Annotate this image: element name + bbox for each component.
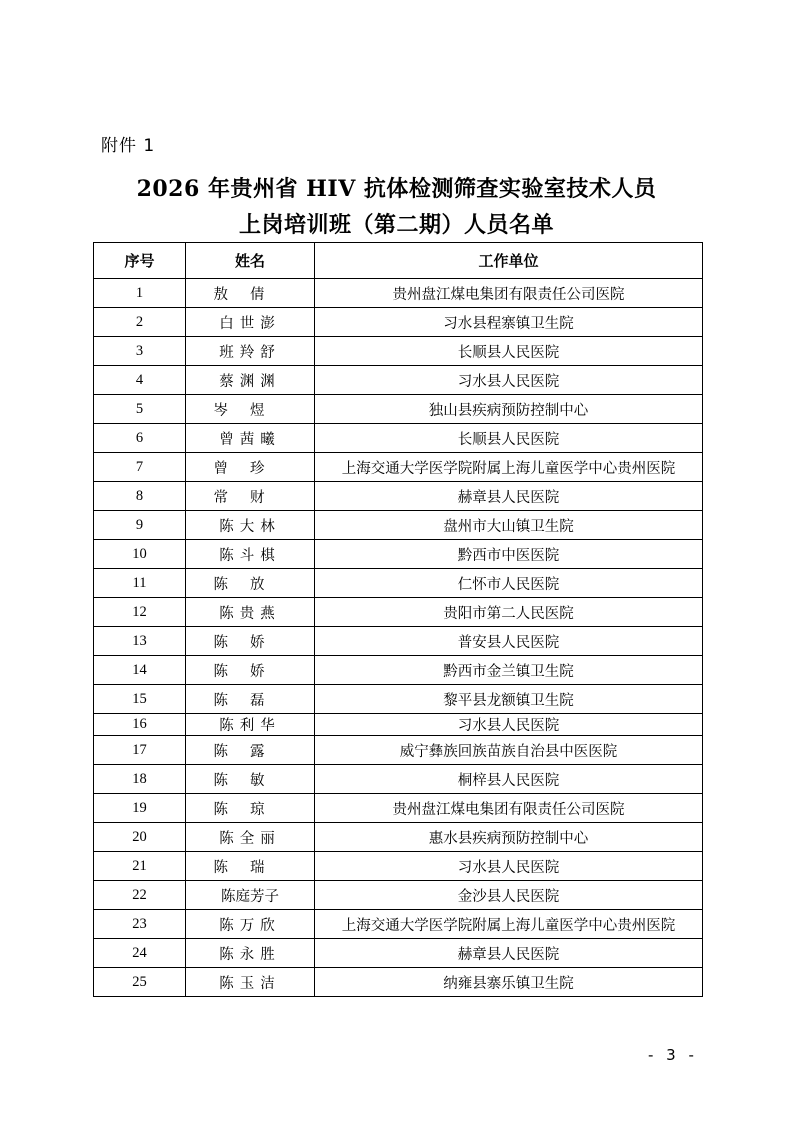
row-index: 9: [94, 511, 186, 540]
row-organization: 桐梓县人民医院: [315, 765, 703, 794]
row-name: 陈庭芳子: [186, 881, 315, 910]
row-organization: 金沙县人民医院: [315, 881, 703, 910]
table-row: [94, 424, 703, 453]
table-row: [94, 598, 703, 627]
row-organization: 纳雍县寨乐镇卫生院: [315, 968, 703, 997]
row-organization: 习水县人民医院: [315, 714, 703, 736]
row-index: 18: [94, 765, 186, 794]
row-organization: 贵州盘江煤电集团有限责任公司医院: [315, 794, 703, 823]
table-row: [94, 482, 703, 511]
table-row: [94, 569, 703, 598]
row-name: 陈斗棋: [186, 540, 315, 569]
table-row: [94, 453, 703, 482]
row-name: 敖倩: [186, 279, 315, 308]
table-row: [94, 395, 703, 424]
row-name: 陈玉洁: [186, 968, 315, 997]
row-name: 班羚舒: [186, 337, 315, 366]
row-index: 13: [94, 627, 186, 656]
row-organization: 赫章县人民医院: [315, 939, 703, 968]
header-index: 序号: [94, 243, 186, 279]
row-index: 22: [94, 881, 186, 910]
row-name: 陈娇: [186, 656, 315, 685]
row-index: 5: [94, 395, 186, 424]
row-index: 1: [94, 279, 186, 308]
table-row: [94, 765, 703, 794]
row-index: 24: [94, 939, 186, 968]
row-name: 陈娇: [186, 627, 315, 656]
row-name: 陈大林: [186, 511, 315, 540]
row-name: 陈贵燕: [186, 598, 315, 627]
table-row: [94, 968, 703, 997]
table-row: [94, 939, 703, 968]
row-organization: 长顺县人民医院: [315, 424, 703, 453]
row-organization: 赫章县人民医院: [315, 482, 703, 511]
row-index: 11: [94, 569, 186, 598]
row-index: 2: [94, 308, 186, 337]
row-index: 6: [94, 424, 186, 453]
row-name: 常财: [186, 482, 315, 511]
header-org: 工作单位: [315, 243, 703, 279]
row-index: 15: [94, 685, 186, 714]
row-name: 陈琼: [186, 794, 315, 823]
row-organization: 长顺县人民医院: [315, 337, 703, 366]
row-organization: 威宁彝族回族苗族自治县中医医院: [315, 736, 703, 765]
row-name: 陈全丽: [186, 823, 315, 852]
row-organization: 贵阳市第二人民医院: [315, 598, 703, 627]
row-organization: 黔西市金兰镇卫生院: [315, 656, 703, 685]
row-index: 10: [94, 540, 186, 569]
row-index: 4: [94, 366, 186, 395]
row-organization: 习水县人民医院: [315, 852, 703, 881]
row-name: 白世澎: [186, 308, 315, 337]
row-index: 3: [94, 337, 186, 366]
table-row: [94, 910, 703, 939]
table-row: [94, 685, 703, 714]
header-name: 姓名: [186, 243, 315, 279]
table-row: [94, 279, 703, 308]
table-row: [94, 736, 703, 765]
row-name: 陈万欣: [186, 910, 315, 939]
row-organization: 上海交通大学医学院附属上海儿童医学中心贵州医院: [315, 453, 703, 482]
document-title-line-2: 上岗培训班（第二期）人员名单: [238, 212, 554, 238]
table-row: [94, 656, 703, 685]
row-index: 20: [94, 823, 186, 852]
row-organization: 独山县疾病预防控制中心: [315, 395, 703, 424]
row-name: 曾珍: [186, 453, 315, 482]
table-row: [94, 308, 703, 337]
table-row: [94, 337, 703, 366]
row-name: 陈利华: [186, 714, 315, 736]
table-body: [94, 279, 703, 997]
row-organization: 习水县人民医院: [315, 366, 703, 395]
row-organization: 黔西市中医医院: [315, 540, 703, 569]
row-organization: 仁怀市人民医院: [315, 569, 703, 598]
table-row: [94, 852, 703, 881]
row-index: 12: [94, 598, 186, 627]
row-organization: 惠水县疾病预防控制中心: [315, 823, 703, 852]
row-name: 岑煜: [186, 395, 315, 424]
table-row: [94, 511, 703, 540]
table-row: [94, 794, 703, 823]
table-header-row: [94, 243, 703, 279]
row-index: 19: [94, 794, 186, 823]
roster-table: [93, 242, 703, 997]
document-title-line-1: 2026 年贵州省 HIV 抗体检测筛查实验室技术人员: [136, 176, 657, 202]
table-row: [94, 714, 703, 736]
row-name: 陈敏: [186, 765, 315, 794]
row-organization: 普安县人民医院: [315, 627, 703, 656]
row-name: 陈露: [186, 736, 315, 765]
row-name: 陈瑞: [186, 852, 315, 881]
row-index: 7: [94, 453, 186, 482]
row-index: 16: [94, 714, 186, 736]
table-row: [94, 881, 703, 910]
page-number: - 3 -: [648, 1046, 698, 1064]
row-name: 陈永胜: [186, 939, 315, 968]
row-index: 14: [94, 656, 186, 685]
table-row: [94, 823, 703, 852]
row-name: 陈磊: [186, 685, 315, 714]
row-index: 23: [94, 910, 186, 939]
table-row: [94, 540, 703, 569]
row-organization: 上海交通大学医学院附属上海儿童医学中心贵州医院: [315, 910, 703, 939]
table-row: [94, 627, 703, 656]
table-row: [94, 366, 703, 395]
row-name: 陈放: [186, 569, 315, 598]
row-index: 8: [94, 482, 186, 511]
row-organization: 习水县程寨镇卫生院: [315, 308, 703, 337]
row-name: 曾茜曦: [186, 424, 315, 453]
row-organization: 黎平县龙额镇卫生院: [315, 685, 703, 714]
row-name: 蔡渊渊: [186, 366, 315, 395]
row-organization: 盘州市大山镇卫生院: [315, 511, 703, 540]
row-organization: 贵州盘江煤电集团有限责任公司医院: [315, 279, 703, 308]
row-index: 21: [94, 852, 186, 881]
row-index: 17: [94, 736, 186, 765]
row-index: 25: [94, 968, 186, 997]
attachment-label: 附件 1: [101, 136, 156, 156]
